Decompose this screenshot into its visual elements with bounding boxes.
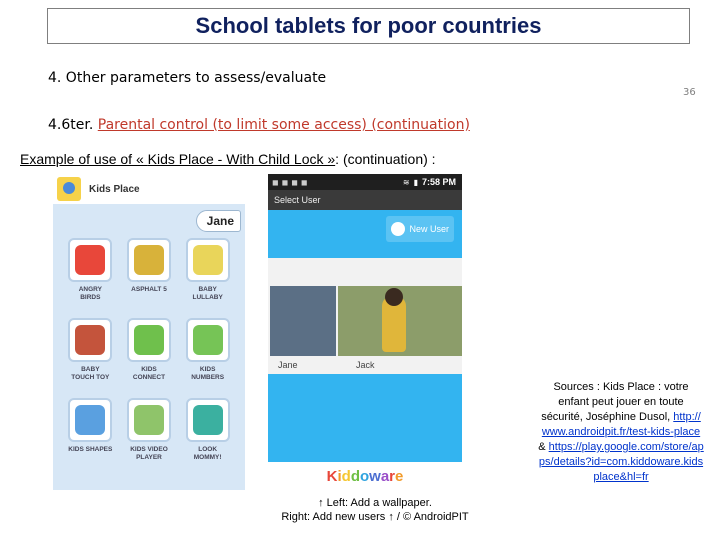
new-user-label: New User: [409, 224, 449, 234]
app-label-line-1: KIDS SHAPES: [68, 446, 113, 453]
app-icon-art: [193, 405, 223, 435]
select-user-screenshot: [268, 174, 462, 490]
app-icon-art: [75, 245, 105, 275]
app-icon: [68, 398, 112, 442]
app-tile[interactable]: [61, 398, 120, 474]
app-label-line-2: MOMMY!: [193, 454, 222, 461]
select-user-header: Select User: [268, 190, 462, 210]
caption-line-1: ↑ Left: Add a wallpaper.: [318, 497, 432, 509]
caption-line-2: Right: Add new users ↑ / © AndroidPIT: [281, 511, 469, 523]
subsection-number: 4.6ter.: [48, 117, 94, 133]
wifi-icon: ≋: [402, 177, 410, 187]
app-icon: [127, 238, 171, 282]
brand-letter: d: [350, 467, 360, 485]
user-name-jane: Jane: [278, 360, 298, 370]
brand-letter: d: [341, 467, 351, 485]
kids-place-app-bar: [53, 174, 245, 204]
app-label: [131, 286, 167, 294]
app-tile[interactable]: [178, 238, 237, 314]
user-photo-jane[interactable]: [270, 286, 336, 356]
brand-letter: i: [337, 467, 342, 485]
app-label-line-1: BABY: [198, 286, 217, 293]
kids-place-app-title: Kids Place: [89, 183, 140, 195]
app-icon-art: [134, 245, 164, 275]
brand-letter: a: [380, 467, 390, 485]
app-label: [68, 446, 112, 454]
current-user-badge[interactable]: Jane: [196, 210, 241, 232]
app-tile[interactable]: [61, 318, 120, 394]
subsection-title: Parental control (to limit some access) (continuation): [97, 117, 470, 133]
app-icon-art: [193, 245, 223, 275]
status-clock: 7:58 PM: [421, 177, 456, 187]
page-number: 36: [683, 87, 696, 98]
app-icon: [68, 318, 112, 362]
kids-place-logo-icon: [57, 177, 81, 201]
app-icon-art: [75, 325, 105, 355]
status-bar: [268, 174, 462, 190]
app-tile[interactable]: [120, 398, 179, 474]
app-icon: [127, 318, 171, 362]
user-name-jack: Jack: [356, 360, 375, 370]
app-icon-art: [134, 405, 164, 435]
add-user-icon: [391, 222, 405, 236]
app-label: [71, 366, 109, 382]
app-label-line-1: LOOK: [198, 446, 218, 453]
app-label-line-2: LULLABY: [192, 294, 223, 301]
kiddoware-brand: [268, 462, 462, 490]
app-label: [130, 446, 168, 462]
brand-letter: K: [326, 467, 338, 485]
app-icon: [186, 318, 230, 362]
app-icon: [127, 398, 171, 442]
slide-title-box: [47, 8, 690, 44]
app-label-line-1: ASPHALT 5: [131, 286, 167, 293]
app-icon: [186, 238, 230, 282]
sources-ampersand: &: [538, 441, 549, 453]
app-icon: [186, 398, 230, 442]
app-icon-art: [193, 325, 223, 355]
brand-letter: o: [359, 467, 370, 485]
app-label-line-2: CONNECT: [132, 374, 166, 381]
intro-prefix: Example of use of «: [20, 151, 148, 167]
section-heading: 4. Other parameters to assess/evaluate: [48, 70, 327, 86]
app-tile[interactable]: [178, 398, 237, 474]
app-label: [191, 366, 224, 382]
new-user-button[interactable]: [386, 216, 454, 242]
brand-letter: w: [369, 467, 381, 485]
app-label: [79, 286, 102, 302]
child-head: [385, 288, 403, 306]
intro-app-name: Kids Place - With Child Lock: [147, 151, 324, 167]
slide-title: School tablets for poor countries: [195, 13, 542, 38]
app-grid: [61, 238, 237, 474]
app-label: [192, 286, 222, 302]
subsection-heading: [48, 117, 470, 133]
intro-line: [20, 151, 436, 167]
intro-suffix-underlined: »: [323, 151, 336, 167]
notification-icons: ◼◼◼◼: [272, 177, 311, 187]
app-label: [194, 446, 222, 462]
app-label-line-1: KIDS: [199, 366, 216, 373]
app-icon: [68, 238, 112, 282]
brand-letter: e: [395, 467, 404, 485]
source-link-google-play[interactable]: https://play.google.com/store/apps/details?id=com.kiddoware.kidsplace&hl=fr: [538, 441, 704, 483]
brand-letter: r: [389, 467, 396, 485]
app-tile[interactable]: [120, 238, 179, 314]
app-label-line-2: NUMBERS: [191, 374, 225, 381]
app-tile[interactable]: [178, 318, 237, 394]
source-link-androidpit[interactable]: http://www.androidpit.fr/test-kids-place: [541, 411, 701, 438]
kids-place-screenshot: [53, 174, 245, 490]
app-tile[interactable]: [120, 318, 179, 394]
sources-text: Sources : Kids Place : votre enfant peut jouer en toute sécurité, Joséphine Dusol,: [541, 381, 689, 423]
user-photo-jack[interactable]: [338, 286, 462, 356]
app-label-line-2: BIRDS: [80, 294, 101, 301]
screenshot-caption: [240, 496, 510, 524]
app-label-line-1: BABY: [81, 366, 100, 373]
app-label-line-1: KIDS VIDEO: [130, 446, 168, 453]
app-icon-art: [134, 325, 164, 355]
app-label-line-1: KIDS: [141, 366, 157, 373]
select-user-top-panel: [268, 210, 462, 258]
app-label: [133, 366, 165, 382]
signal-icon: ▮: [413, 177, 418, 187]
app-icon-art: [75, 405, 105, 435]
sources-block: [538, 380, 704, 485]
intro-suffix: : (continuation) :: [335, 151, 436, 167]
app-label-line-1: ANGRY: [78, 286, 102, 293]
app-tile[interactable]: [61, 238, 120, 314]
app-label-line-2: TOUCH TOY: [71, 374, 110, 381]
app-label-line-2: PLAYER: [136, 454, 162, 461]
